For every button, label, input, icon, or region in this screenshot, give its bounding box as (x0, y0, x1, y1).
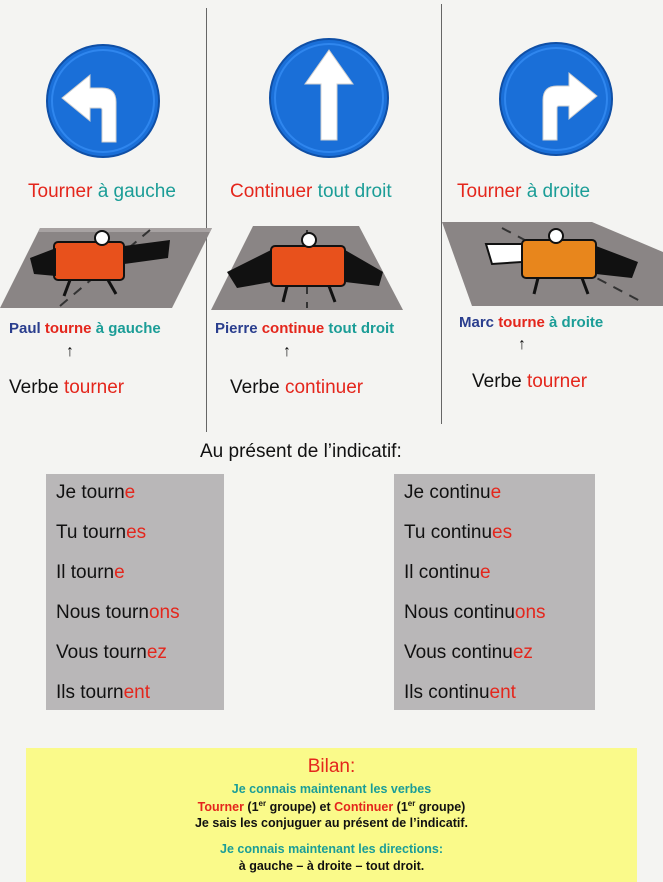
sentence-right (459, 314, 603, 331)
sentence-subject: Marc (459, 314, 499, 331)
conjugation-ending: ons (148, 602, 180, 623)
conjugation-stem: Ils continu (404, 682, 490, 703)
bilan-box (26, 748, 637, 882)
conjugation-stem: Je continu (404, 482, 491, 503)
conjugation-row (404, 562, 491, 584)
caption-verb: Tourner (457, 181, 522, 202)
conjugation-stem: Je tourn (56, 482, 125, 503)
conjugation-row (56, 602, 180, 624)
caption-verb: Continuer (230, 181, 313, 202)
up-arrow-icon: ↑ (66, 343, 74, 360)
conjugation-row (56, 682, 150, 704)
verbe-label-right: Verbe tourner (472, 371, 588, 392)
conjugation-table-tourner (46, 474, 224, 710)
conjugation-stem: Nous continu (404, 602, 515, 623)
section-heading: Au présent de l’indicatif: (200, 441, 402, 462)
bilan-line-direction-list: à gauche – à droite – tout droit. (238, 859, 425, 873)
bilan-verb-tourner: Tourner (197, 800, 244, 815)
conjugation-row (404, 602, 546, 624)
road-left-illustration (0, 228, 212, 308)
conjugation-stem: Il tourn (56, 562, 115, 583)
sentence-direction: à droite (544, 314, 604, 331)
conjugation-row (56, 482, 135, 504)
conjugation-ending: ons (514, 602, 546, 623)
caption-direction: tout droit (312, 181, 392, 202)
bilan-title: Bilan: (307, 756, 356, 777)
turn-right-sign-icon (497, 40, 615, 158)
sentence-middle (215, 320, 394, 337)
verbe-label-left: Verbe tourner (9, 377, 125, 398)
sentence-subject: Pierre (215, 320, 262, 337)
caption-direction: à droite (521, 181, 591, 202)
verbe-name: tourner (63, 377, 125, 398)
caption-verb: Tourner (28, 181, 93, 202)
verbe-name: tourner (526, 371, 588, 392)
conjugation-stem: Vous tourn (56, 642, 147, 663)
conjugation-table-continuer (394, 474, 595, 710)
verbe-label-middle: Verbe continuer (230, 377, 364, 398)
caption-middle (230, 181, 392, 203)
bilan-line-conjugate: Je sais les conjuguer au présent de l’indicatif. (194, 816, 468, 830)
sentence-left (9, 320, 161, 337)
caption-left (28, 181, 176, 203)
verbe-name: continuer (284, 377, 364, 398)
conjugation-ending: ent (123, 682, 151, 703)
conjugation-row (404, 522, 512, 544)
turn-left-sign-icon (44, 42, 162, 160)
bilan-line-groups: Tourner (1er groupe) et Continuer (1er groupe) (197, 799, 466, 815)
road-right-illustration (442, 222, 663, 306)
sentence-direction: à gauche (91, 320, 161, 337)
conjugation-ending: e (114, 562, 125, 583)
conjugation-row (404, 482, 501, 504)
up-arrow-icon: ↑ (283, 343, 291, 360)
conjugation-stem: Il continu (404, 562, 481, 583)
sentence-verb: tourne (498, 314, 545, 331)
conjugation-stem: Tu tourn (56, 522, 127, 543)
conjugation-ending: e (490, 482, 502, 503)
column-divider-right (441, 4, 442, 424)
road-middle-illustration (207, 226, 407, 310)
conjugation-ending: e (124, 482, 136, 503)
conjugation-ending: ez (146, 642, 167, 663)
conjugation-row (404, 642, 533, 664)
bilan-line-verbs: Je connais maintenant les verbes (231, 782, 432, 796)
conjugation-ending: es (492, 522, 513, 543)
conjugation-row (404, 682, 516, 704)
conjugation-row (56, 522, 146, 544)
conjugation-stem: Nous tourn (56, 602, 149, 623)
conjugation-row (56, 562, 125, 584)
sentence-direction: tout droit (324, 320, 395, 337)
bilan-line-directions: Je connais maintenant les directions: (220, 842, 443, 856)
conjugation-row (56, 642, 167, 664)
bilan-verb-continuer: Continuer (334, 800, 394, 815)
conjugation-ending: ent (489, 682, 516, 703)
conjugation-stem: Vous continu (404, 642, 513, 663)
conjugation-ending: e (480, 562, 491, 583)
conjugation-stem: Tu continu (404, 522, 493, 543)
sentence-verb: tourne (44, 320, 92, 337)
sentence-subject: Paul (9, 320, 45, 337)
caption-right (457, 181, 590, 203)
column-divider-left (206, 8, 207, 432)
conjugation-stem: Ils tourn (56, 682, 124, 703)
caption-direction: à gauche (92, 181, 176, 202)
conjugation-ending: ez (512, 642, 533, 663)
straight-ahead-sign-icon (267, 36, 391, 160)
up-arrow-icon: ↑ (518, 336, 526, 353)
sentence-verb: continue (261, 320, 325, 337)
conjugation-ending: es (126, 522, 147, 543)
